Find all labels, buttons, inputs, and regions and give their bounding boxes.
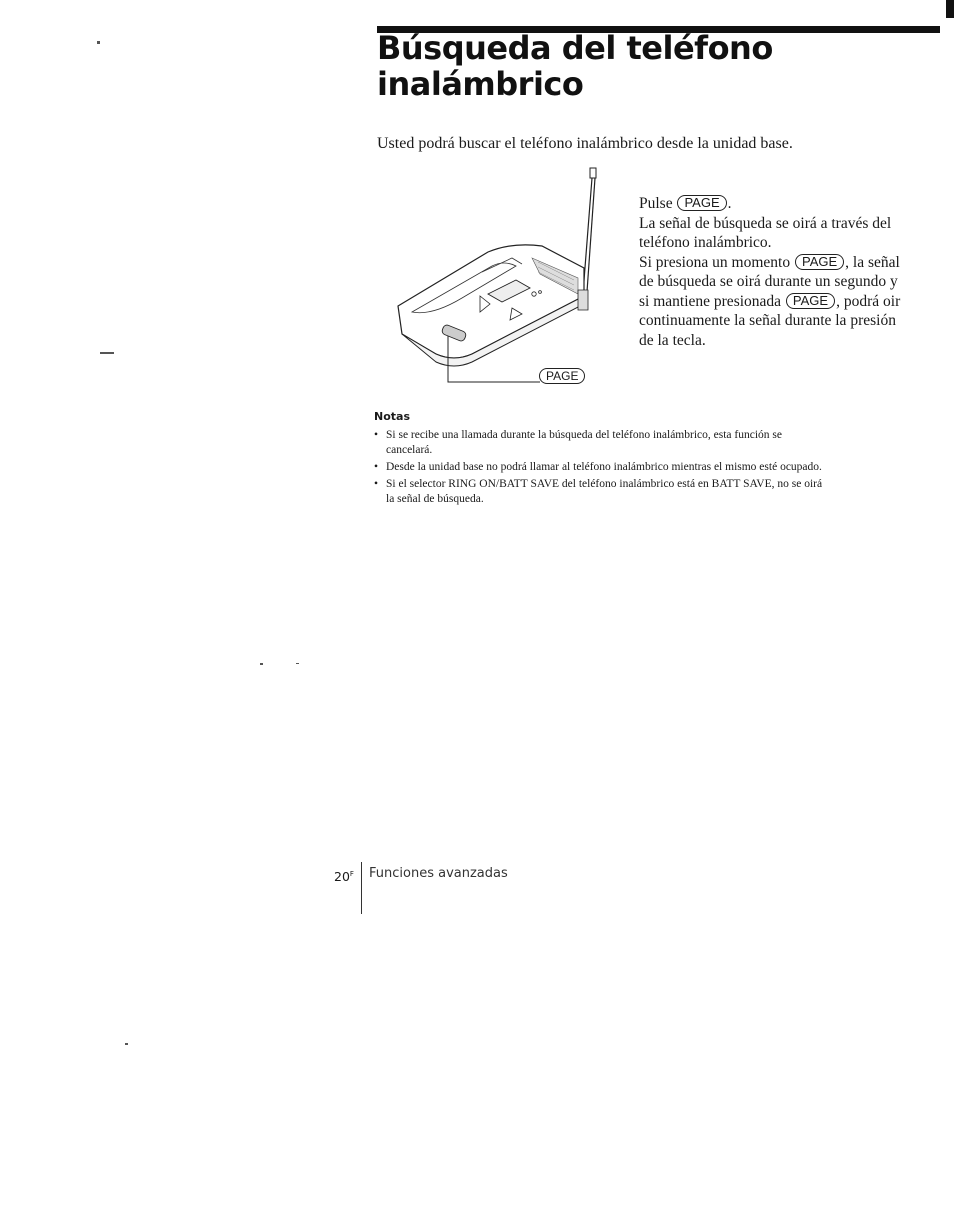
notes-list xyxy=(374,428,824,509)
page-edge-tab xyxy=(946,0,954,18)
note-item: • Si se recibe una llamada durante la búsqueda del teléfono inalámbrico, esta función se cancelará. xyxy=(374,428,824,458)
page-number-suffix: F xyxy=(349,870,354,878)
page-title: Búsqueda del teléfono inalámbrico xyxy=(377,29,773,103)
instruction-detail xyxy=(639,253,901,351)
page-key: PAGE xyxy=(786,293,835,309)
page-number xyxy=(334,866,354,885)
instruction-step xyxy=(639,194,901,214)
detail-text-2: , la señal de búsqueda se oirá durante un segundo y si mantiene presionada xyxy=(639,253,900,310)
page-key-callout: PAGE xyxy=(539,368,585,384)
scan-speck xyxy=(260,663,263,665)
note-item: • Desde la unidad base no podrá llamar al teléfono inalámbrico mientras el mismo esté ocupado. xyxy=(374,460,824,475)
detail-text-1: Si presiona un momento xyxy=(639,253,791,271)
note-item: • Si el selector RING ON/BATT SAVE del teléfono inalámbrico está en BATT SAVE, no se oirá la señal de búsqueda. xyxy=(374,477,824,507)
page-key: PAGE xyxy=(677,195,726,211)
step-text: Pulse xyxy=(639,195,673,212)
page-key: PAGE xyxy=(795,254,844,270)
base-unit-drawing xyxy=(392,166,602,392)
step-end: . xyxy=(727,195,732,212)
footer-divider xyxy=(361,862,362,914)
scan-speck xyxy=(296,663,299,664)
detail-text-3: , podrá oir continuamente la señal durante la presión de la tecla. xyxy=(639,292,901,349)
page-number-value: 20 xyxy=(334,869,350,884)
section-name: Funciones avanzadas xyxy=(369,866,508,881)
scan-speck xyxy=(100,352,114,354)
base-unit-illustration xyxy=(392,166,602,392)
scan-speck xyxy=(97,41,100,44)
scan-speck xyxy=(125,1043,128,1045)
intro-text: Usted podrá buscar el teléfono inalámbrico desde la unidad base. xyxy=(377,135,793,152)
instruction-result: La señal de búsqueda se oirá a través del teléfono inalámbrico. xyxy=(639,214,892,251)
instructions-block xyxy=(639,194,901,350)
notes-heading: Notas xyxy=(374,410,410,423)
